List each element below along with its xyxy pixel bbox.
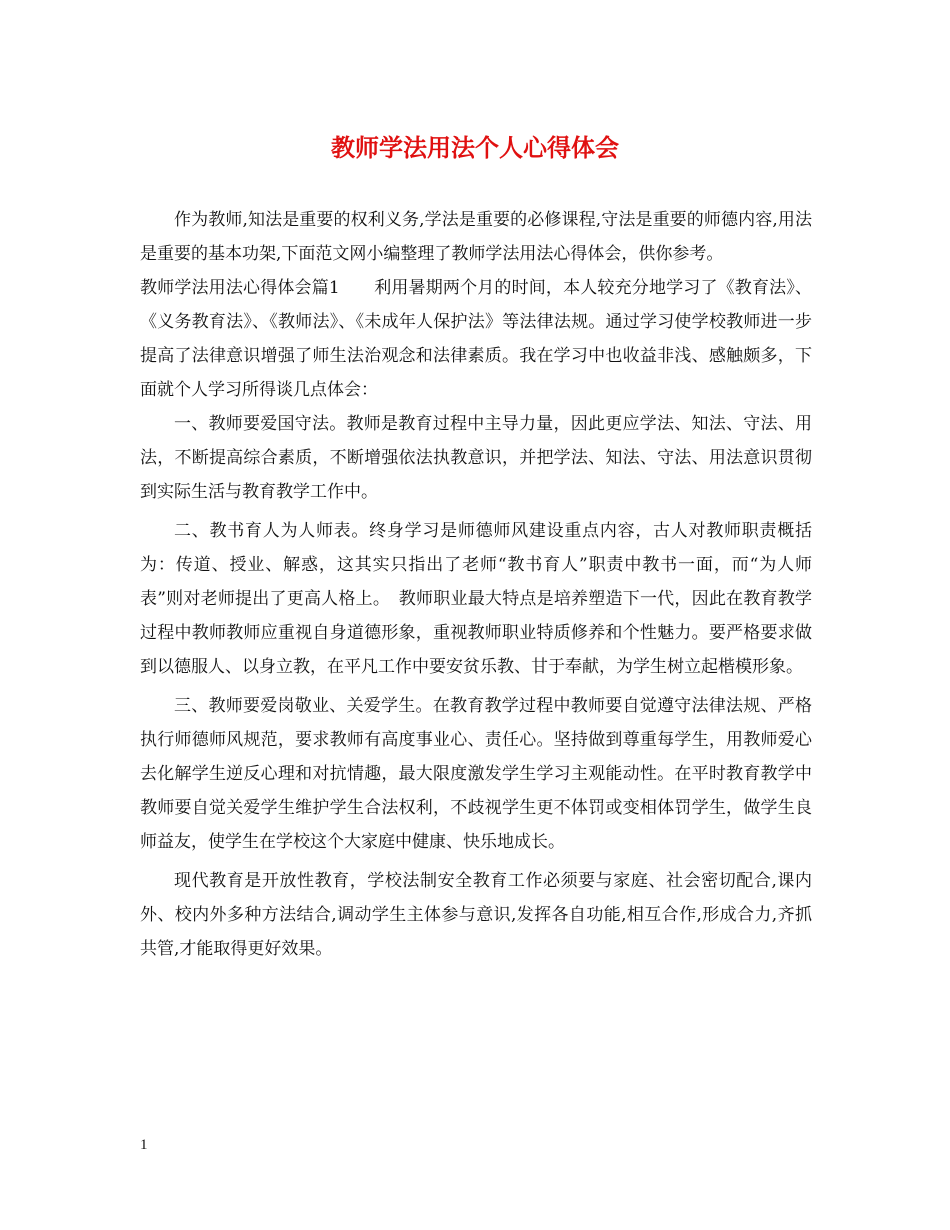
paragraph-section-1: 教师学法用法心得体会篇1 利用暑期两个月的时间，本人较充分地学习了《教育法》、《义务教育法》、《教师法》、《未成年人保护法》等法律法规。通过学习使学校教师进一步提高了法律意识增强了师生法治观念和法律素质。我在学习中也收益非浅、感触颇多，下面就个人学习所得谈几点体会： xyxy=(140,278,812,400)
document-title: 教师学法用法个人心得体会 xyxy=(331,133,619,162)
page-number: 1 xyxy=(140,1137,148,1153)
paragraph-conclusion: 现代教育是开放性教育，学校法制安全教育工作必须要与家庭、社会密切配合,课内外、校内外多种方法结合,调动学生主体参与意识,发挥各自功能,相互合作,形成合力,齐抓共管,才能取得更好效果。 xyxy=(140,871,812,959)
document-body xyxy=(140,203,812,966)
paragraph-point-2: 二、教书育人为人师表。终身学习是师德师风建设重点内容，古人对教师职责概括为：传道、授业、解惑，这其实只指出了老师“教书育人”职责中教书一面，而“为人师表”则对老师提出了更高人格上。 教师职业最大特点是培养塑造下一代，因此在教育教学过程中教师教师应重视自身道德形象，重视教师职业特质修养和个性魅力。要严格要求做到以德服人、以身立教，在平凡工作中要安贫乐教、甘于奉献，为学生树立起楷模形象。 xyxy=(140,521,812,677)
paragraph-point-3: 三、教师要爱岗敬业、关爱学生。在教育教学过程中教师要自觉遵守法律法规、严格执行师德师风规范，要求教师有高度事业心、责任心。坚持做到尊重每学生，用教师爱心去化解学生逆反心理和对抗情趣，最大限度激发学生学习主观能动性。在平时教育教学中教师要自觉关爱学生维护学生合法权利，不歧视学生更不体罚或变相体罚学生，做学生良师益友，使学生在学校这个大家庭中健康、快乐地成长。 xyxy=(140,696,812,852)
paragraph-intro: 作为教师,知法是重要的权利义务,学法是重要的必修课程,守法是重要的师德内容,用法是重要的基本功架,下面范文网小编整理了教师学法用法心得体会，供你参考。 xyxy=(140,210,812,264)
paragraph-point-1: 一、教师要爱国守法。教师是教育过程中主导力量，因此更应学法、知法、守法、用法，不断提高综合素质，不断增强依法执教意识，并把学法、知法、守法、用法意识贯彻到实际生活与教育教学工作中。 xyxy=(140,414,812,502)
